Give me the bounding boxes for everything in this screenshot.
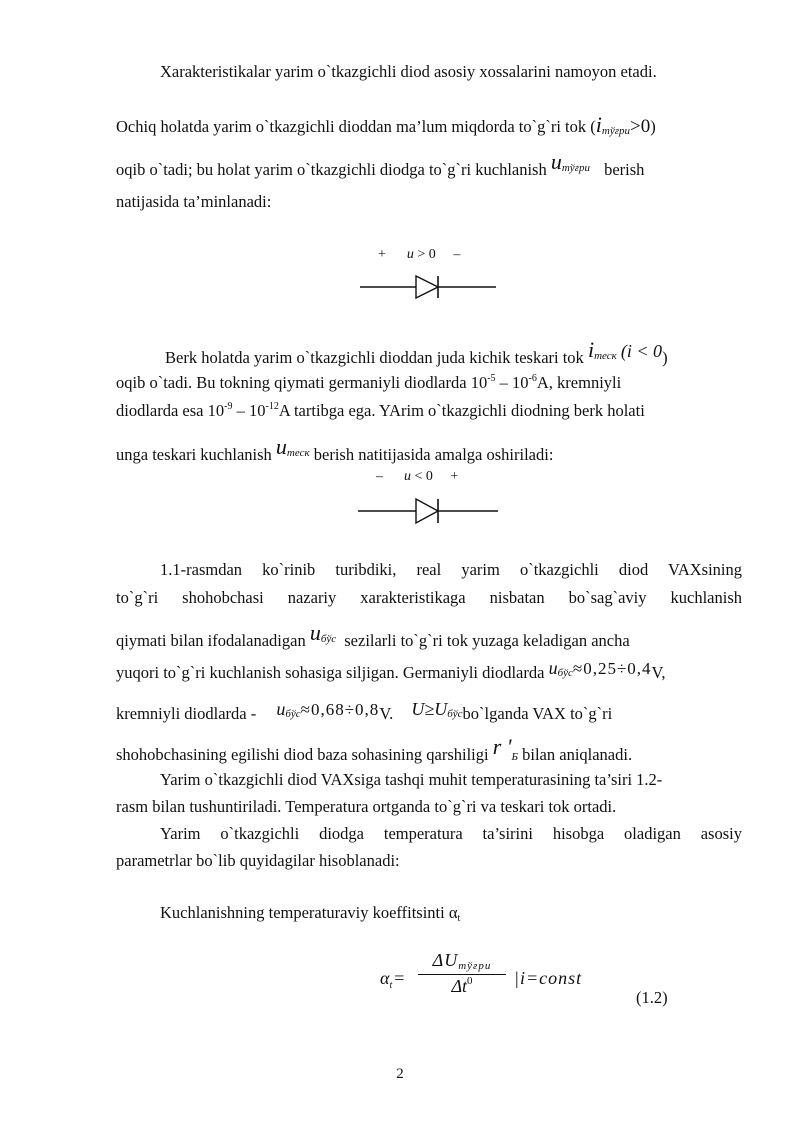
text: yuqori to`g`ri kuchlanish sohasiga siljigan. Germaniyli diodlarda bbox=[116, 663, 545, 682]
formula-lhs bbox=[380, 968, 404, 991]
text: Kuchlanishning temperaturaviy koeffitsinti α bbox=[160, 903, 458, 922]
text: to`g`ri shohobchasi nazariy xarakteristikaga nisbatan bo`sag`aviy kuchlanish bbox=[116, 588, 742, 607]
text: Berk holatda yarim o`tkazgichli dioddan juda kichik teskari tok bbox=[165, 348, 584, 367]
text: diodlarda esa 10 bbox=[116, 401, 225, 420]
math-sub: тўғри bbox=[601, 125, 630, 137]
text: bo`lganda VAX to`g`ri bbox=[462, 704, 613, 723]
math-value: ≈0,25÷0,4 bbox=[572, 659, 652, 678]
voltage-symbol: u bbox=[404, 469, 411, 484]
text: Yarim o`tkazgichli diod VAXsiga tashqi muhit temperaturasining ta’siri 1.2- bbox=[160, 770, 663, 789]
plus-sign: + bbox=[378, 247, 386, 262]
text: 1.1-rasmdan ko`rinib turibdiki, real yarim o`tkazgichli diod VAXsining bbox=[160, 560, 742, 579]
p2-line4 bbox=[116, 434, 742, 466]
math-sub: бўс bbox=[320, 633, 337, 645]
math-sub: бўс bbox=[557, 667, 573, 679]
equals: = bbox=[394, 968, 405, 988]
voltage-relation: > 0 bbox=[413, 247, 436, 262]
exponent: -5 bbox=[487, 373, 496, 384]
text: shohobchasining egilishi diod baza sohasining qarshiligi bbox=[116, 745, 489, 764]
math-value: ≈0,68÷0,8 bbox=[300, 700, 380, 719]
p3-line6 bbox=[116, 734, 742, 766]
math-u: u bbox=[550, 149, 562, 174]
text: V. bbox=[379, 704, 394, 723]
math-u: u bbox=[309, 620, 321, 645]
text: ) bbox=[662, 348, 668, 367]
text: unga teskari kuchlanish bbox=[116, 445, 272, 464]
p1-line1 bbox=[160, 62, 742, 82]
diode-forward-icon bbox=[360, 274, 496, 300]
p3-line2 bbox=[116, 588, 742, 608]
formula-fraction bbox=[414, 950, 510, 997]
subscript: t bbox=[457, 913, 461, 924]
text: Xarakteristikalar yarim o`tkazgichli diod asosiy xossalarini namoyon etadi. bbox=[160, 62, 657, 81]
text: Yarim o`tkazgichli diodga temperatura ta’sirini hisobga oladigan asosiy bbox=[160, 824, 742, 843]
math-rel: (i < 0 bbox=[620, 341, 663, 361]
text: parametrlar bo`lib quyidagilar hisoblanadi: bbox=[116, 851, 400, 870]
p1-line2 bbox=[116, 112, 742, 138]
denominator-text: Δt bbox=[451, 976, 468, 996]
diagram1-labels bbox=[378, 247, 460, 263]
p2-line2 bbox=[116, 373, 742, 393]
math-u: u bbox=[275, 434, 287, 459]
math-sub: бўс bbox=[447, 708, 463, 720]
exponent: -9 bbox=[224, 401, 233, 412]
plus-sign: + bbox=[450, 469, 459, 484]
text: oqib o`tadi. Bu tokning qiymati germaniyli diodlarda 10 bbox=[116, 373, 488, 392]
numerator-sub: тўғри bbox=[458, 960, 492, 972]
text: bilan aniqlanadi. bbox=[522, 745, 633, 764]
p3-line3 bbox=[116, 620, 742, 652]
minus-sign: – bbox=[376, 469, 383, 484]
alpha-sub: t bbox=[389, 980, 393, 991]
math-condition: U≥U bbox=[411, 699, 448, 719]
text: kremniyli diodlarda - bbox=[116, 704, 257, 723]
p4-line1 bbox=[160, 770, 742, 790]
math-sub: бўс bbox=[285, 708, 301, 720]
page-number: 2 bbox=[396, 1066, 404, 1082]
text: qiymati bilan ifodalanadigan bbox=[116, 631, 306, 650]
p5-line1 bbox=[160, 824, 742, 844]
text: – 10 bbox=[495, 373, 529, 392]
equation-number: (1.2) bbox=[636, 988, 668, 1007]
numerator bbox=[414, 950, 510, 972]
diode-reverse-icon bbox=[358, 497, 498, 525]
math-u: u bbox=[548, 658, 558, 678]
p4-line2 bbox=[116, 797, 742, 817]
text: ) bbox=[650, 117, 656, 136]
text: – 10 bbox=[232, 401, 266, 420]
text: oqib o`tadi; bu holat yarim o`tkazgichli diodga to`g`ri kuchlanish bbox=[116, 160, 547, 179]
text: A tartibga ega. YArim o`tkazgichli diodning berk holati bbox=[278, 401, 645, 420]
alpha-symbol: α bbox=[380, 968, 390, 988]
text: V, bbox=[651, 663, 666, 682]
math-rel: >0 bbox=[630, 116, 651, 137]
text: A, kremniyli bbox=[536, 373, 622, 392]
math-sub: теск bbox=[594, 350, 617, 362]
numerator-text: ΔU bbox=[432, 950, 459, 970]
text: rasm bilan tushuntiriladi. Temperatura ortganda to`g`ri va teskari tok ortadi. bbox=[116, 797, 617, 816]
text: sezilarli to`g`ri tok yuzaga keladigan ancha bbox=[344, 631, 630, 650]
text: berish natitijasida amalga oshiriladi: bbox=[313, 445, 554, 464]
p6-line1 bbox=[160, 903, 742, 924]
voltage-relation: < 0 bbox=[411, 469, 433, 484]
p3-line4 bbox=[116, 658, 742, 683]
voltage-symbol: u bbox=[406, 247, 414, 262]
math-sub: теск bbox=[286, 447, 310, 459]
p2-line3 bbox=[116, 401, 742, 421]
p1-line3 bbox=[116, 149, 742, 181]
minus-sign: – bbox=[453, 247, 461, 262]
text: berish bbox=[604, 160, 645, 179]
p5-line2 bbox=[116, 851, 742, 871]
math-sub: тўғри bbox=[561, 162, 590, 174]
p3-line1 bbox=[160, 560, 742, 580]
exponent: -12 bbox=[265, 401, 279, 412]
text: natijasida ta’minlanadi: bbox=[116, 192, 272, 211]
exponent: -6 bbox=[528, 373, 537, 384]
math-r: r ' bbox=[492, 734, 512, 759]
p1-line4 bbox=[116, 192, 742, 212]
math-sub: Б bbox=[511, 751, 518, 763]
p3-line5 bbox=[116, 699, 742, 724]
formula-condition: |i=const bbox=[514, 968, 583, 988]
math-i: i bbox=[587, 337, 595, 362]
diagram2-labels bbox=[376, 469, 458, 485]
math-u: u bbox=[276, 699, 286, 719]
math-i: i bbox=[595, 112, 602, 137]
text: Ochiq holatda yarim o`tkazgichli dioddan ma’lum miqdorda to`g`ri tok ( bbox=[116, 117, 596, 136]
denominator bbox=[414, 975, 510, 997]
denominator-sup: 0 bbox=[467, 975, 473, 987]
p2-line1 bbox=[165, 337, 742, 369]
